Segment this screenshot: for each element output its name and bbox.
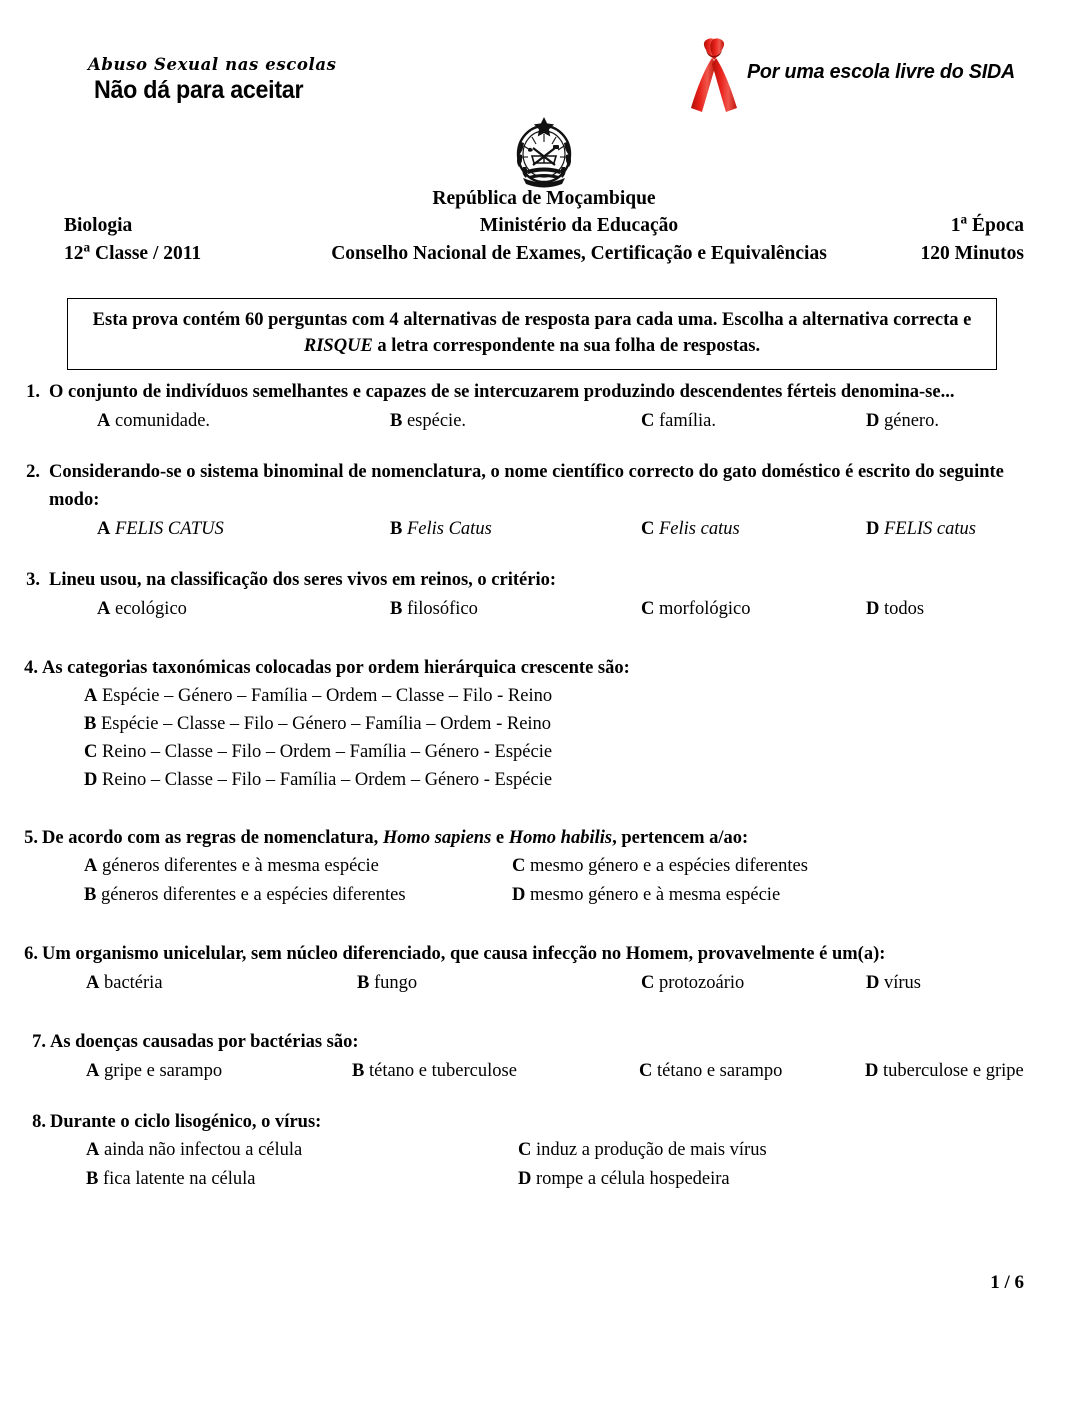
question-8-option-c[interactable]: C induz a produção de mais vírus xyxy=(518,1140,767,1160)
question-2-heading xyxy=(0,458,1088,514)
question-8-heading xyxy=(0,1108,1088,1136)
question-7-option-d[interactable]: D tuberculose e gripe xyxy=(865,1061,1024,1081)
question-5-option-d[interactable]: D mesmo género e à mesma espécie xyxy=(512,885,781,905)
question-6 xyxy=(0,940,1088,998)
question-8-option-b[interactable]: B fica latente na célula xyxy=(86,1169,256,1189)
question-2-text: Considerando-se o sistema binominal de nomenclatura, o nome científico correcto do gato doméstico é escrito do seguinte modo: xyxy=(49,462,1004,510)
question-4-option-d[interactable]: D Reino – Classe – Filo – Família – Ordem – Género - Espécie xyxy=(84,770,553,790)
question-6-number: 6. xyxy=(24,944,38,964)
question-5-options xyxy=(0,852,1088,910)
question-6-option-a[interactable]: A bactéria xyxy=(86,973,163,993)
question-1-option-c[interactable]: C família. xyxy=(641,411,717,431)
question-1-text: O conjunto de indivíduos semelhantes e capazes de se intercuzarem produzindo descendentes férteis denomina-se... xyxy=(49,382,955,402)
question-3-heading xyxy=(0,566,1088,594)
question-5-option-c[interactable]: C mesmo género e a espécies diferentes xyxy=(512,856,808,876)
question-7-number: 7. xyxy=(32,1032,46,1052)
question-6-option-b[interactable]: B fungo xyxy=(357,973,418,993)
question-3-option-a[interactable]: A ecológico xyxy=(97,599,187,619)
question-3 xyxy=(0,566,1088,624)
question-4-number: 4. xyxy=(24,658,38,678)
question-6-options xyxy=(0,968,1088,998)
page-number: 1 / 6 xyxy=(990,1272,1024,1293)
instruction-text-part2: a letra correspondente na sua folha de respostas. xyxy=(372,336,761,356)
grade-year-label: 12$^a$ Classe / 2011 xyxy=(64,239,202,264)
question-2-option-c[interactable]: C Felis catus xyxy=(641,519,740,539)
duration-label: 120 Minutos xyxy=(920,243,1024,264)
question-3-option-b[interactable]: B filosófico xyxy=(390,599,478,619)
question-5-option-b[interactable]: B géneros diferentes e a espécies diferentes xyxy=(84,885,406,905)
question-3-option-d[interactable]: D todos xyxy=(866,599,925,619)
question-4-options xyxy=(0,682,1088,794)
anti-abuse-banner-line1: Abuso Sexual nas escolas xyxy=(88,55,337,74)
mozambique-emblem-icon xyxy=(505,112,583,188)
question-4-heading xyxy=(0,654,1088,682)
question-2-option-d[interactable]: D FELIS catus xyxy=(866,519,976,539)
question-5 xyxy=(0,824,1088,910)
question-2-option-a[interactable]: A FELIS CATUS xyxy=(97,519,224,539)
question-5-heading xyxy=(0,824,1088,852)
question-7-option-c[interactable]: C tétano e sarampo xyxy=(639,1061,783,1081)
question-4-option-b[interactable]: B Espécie – Classe – Filo – Género – Família – Ordem - Reino xyxy=(84,714,552,734)
question-7-option-a[interactable]: A gripe e sarampo xyxy=(86,1061,223,1081)
question-2-options xyxy=(0,514,1088,544)
question-1-option-a[interactable]: A comunidade. xyxy=(97,411,211,431)
header-row-1 xyxy=(64,212,1024,240)
country-name: República de Moçambique xyxy=(432,188,656,209)
question-4-text: As categorias taxonómicas colocadas por ordem hierárquica crescente são: xyxy=(42,658,630,678)
question-2-number: 2. xyxy=(26,462,40,482)
ministry-label: Ministério da Educação xyxy=(479,215,679,236)
question-8-options-row-2 xyxy=(0,1165,1088,1194)
question-5-options-row-1 xyxy=(0,852,1088,881)
question-8-options-row-1 xyxy=(0,1136,1088,1165)
anti-abuse-banner xyxy=(80,55,410,105)
question-8 xyxy=(0,1108,1088,1194)
question-7-text: As doenças causadas por bactérias são: xyxy=(50,1032,359,1052)
question-8-text: Durante o ciclo lisogénico, o vírus: xyxy=(50,1112,322,1132)
question-1 xyxy=(0,378,1088,436)
question-7-options xyxy=(0,1056,1088,1086)
exam-header xyxy=(64,186,1024,268)
question-4-option-a[interactable]: A Espécie – Género – Família – Ordem – Classe – Filo - Reino xyxy=(84,686,553,706)
question-6-option-d[interactable]: D vírus xyxy=(866,973,921,993)
questions-list xyxy=(0,378,1088,1194)
instruction-text-part1: Esta prova contém 60 perguntas com 4 alternativas de resposta para cada uma. Escolha a alternativa correcta e xyxy=(92,310,972,330)
question-3-text: Lineu usou, na classificação dos seres vivos em reinos, o critério: xyxy=(49,570,557,590)
question-8-options xyxy=(0,1136,1088,1194)
question-5-text: De acordo com as regras de nomenclatura, Homo sapiens e Homo habilis, pertencem a/ao: xyxy=(42,828,749,848)
question-2-option-b[interactable]: B Felis Catus xyxy=(390,519,492,539)
subject-label: Biologia xyxy=(64,215,133,236)
question-8-option-a[interactable]: A ainda não infectou a célula xyxy=(86,1140,303,1160)
header-row-2 xyxy=(64,240,1024,268)
question-8-number: 8. xyxy=(32,1112,46,1132)
question-7-heading xyxy=(0,1028,1088,1056)
question-4 xyxy=(0,654,1088,794)
question-1-options xyxy=(0,406,1088,436)
council-label: Conselho Nacional de Exames, Certificação e Equivalências xyxy=(331,243,827,264)
question-8-option-d[interactable]: D rompe a célula hospedeira xyxy=(518,1169,730,1189)
aids-awareness-banner xyxy=(683,36,1026,114)
question-3-number: 3. xyxy=(26,570,40,590)
instruction-box xyxy=(67,298,997,370)
question-4-option-c[interactable]: C Reino – Classe – Filo – Ordem – Família – Género - Espécie xyxy=(84,742,553,762)
question-1-option-b[interactable]: B espécie. xyxy=(390,411,467,431)
question-3-options xyxy=(0,594,1088,624)
question-1-heading xyxy=(0,378,1088,406)
question-3-option-c[interactable]: C morfológico xyxy=(641,599,751,619)
question-6-heading xyxy=(0,940,1088,968)
aids-ribbon-icon xyxy=(683,36,745,114)
season-label: 1$^a$ Época xyxy=(950,211,1024,236)
anti-abuse-banner-line2: Não dá para aceitar xyxy=(94,76,304,104)
question-6-option-c[interactable]: C protozoário xyxy=(641,973,745,993)
question-1-option-d[interactable]: D género. xyxy=(866,411,939,431)
question-2 xyxy=(0,458,1088,544)
question-7 xyxy=(0,1028,1088,1086)
question-6-text: Um organismo unicelular, sem núcleo diferenciado, que causa infecção no Homem, provavelmente é um(a): xyxy=(42,944,886,964)
question-5-options-row-2 xyxy=(0,881,1088,910)
question-5-option-a[interactable]: A géneros diferentes e à mesma espécie xyxy=(84,856,379,876)
question-5-number: 5. xyxy=(24,828,38,848)
question-1-number: 1. xyxy=(26,382,40,402)
question-7-option-b[interactable]: B tétano e tuberculose xyxy=(352,1061,517,1081)
aids-banner-text: Por uma escola livre do SIDA xyxy=(746,60,1015,83)
instruction-emphasis: RISQUE xyxy=(303,336,373,356)
